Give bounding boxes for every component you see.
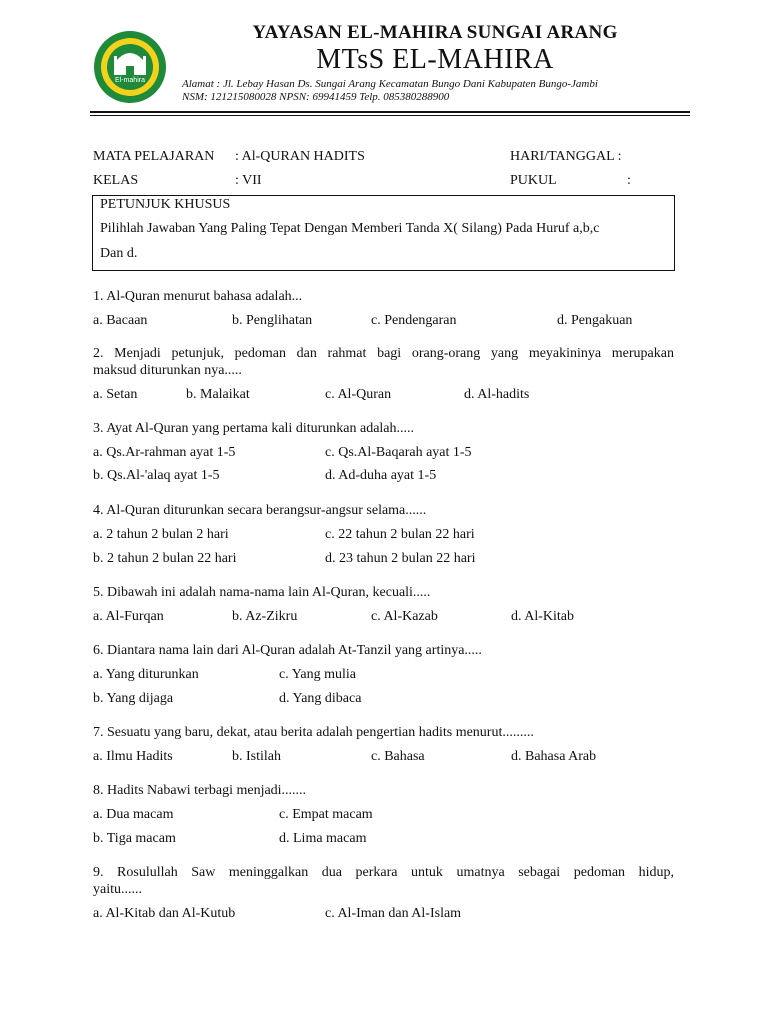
q4-option-a[interactable]: a. 2 tahun 2 bulan 2 hari [93,527,229,542]
logo-text: El-mahira [115,77,145,84]
q3-option-d[interactable]: d. Ad-duha ayat 1-5 [325,468,437,483]
q2-option-c[interactable]: c. Al-Quran [325,387,392,402]
q4-option-b[interactable]: b. 2 tahun 2 bulan 22 hari [93,551,237,566]
time-label: PUKUL [510,173,557,188]
day-date-label: HARI/TANGGAL : [510,149,622,164]
q2-option-a[interactable]: a. Setan [93,387,138,402]
instructions-box [92,195,675,271]
header-rule-thin [90,115,690,116]
q3-option-a[interactable]: a. Qs.Ar-rahman ayat 1-5 [93,445,236,460]
instructions-line1: Pilihlah Jawaban Yang Paling Tepat Dengan Memberi Tanda X( Silang) Pada Huruf a,b,c [100,221,600,236]
question-4: 4. Al-Quran diturunkan secara berangsur-angsur selama...... [93,503,427,518]
q1-option-d[interactable]: d. Pengakuan [557,313,633,328]
q9-option-c[interactable]: c. Al-Iman dan Al-Islam [325,906,462,921]
q7-option-c[interactable]: c. Bahasa [371,749,425,764]
time-colon: : [627,173,631,188]
question-2-line1: 2. Menjadi petunjuk, pedoman dan rahmat bagi orang-orang yang meyakininya merupakan [93,346,674,361]
q3-option-c[interactable]: c. Qs.Al-Baqarah ayat 1-5 [325,445,472,460]
q2-option-b[interactable]: b. Malaikat [186,387,250,402]
q1-option-c[interactable]: c. Pendengaran [371,313,457,328]
q3-option-b[interactable]: b. Qs.Al-'alaq ayat 1-5 [93,468,220,483]
q7-option-a[interactable]: a. Ilmu Hadits [93,749,173,764]
school-address: Alamat : Jl. Lebay Hasan Ds. Sungai Arang Kecamatan Bungo Dani Kabupaten Bungo-Jambi [182,78,598,90]
header-rule-thick [90,111,690,113]
question-7: 7. Sesuatu yang baru, dekat, atau berita adalah pengertian hadits menurut......... [93,725,534,740]
q5-option-a[interactable]: a. Al-Furqan [93,609,164,624]
q5-option-c[interactable]: c. Al-Kazab [371,609,438,624]
school-name: MTsS EL-MAHIRA [316,44,554,75]
instructions-line2: Dan d. [100,246,138,261]
q8-option-a[interactable]: a. Dua macam [93,807,174,822]
question-3: 3. Ayat Al-Quran yang pertama kali diturunkan adalah..... [93,421,415,436]
q7-option-d[interactable]: d. Bahasa Arab [511,749,597,764]
q5-option-b[interactable]: b. Az-Zikru [232,609,298,624]
question-6: 6. Diantara nama lain dari Al-Quran adalah At-Tanzil yang artinya..... [93,643,482,658]
q2-option-d[interactable]: d. Al-hadits [464,387,530,402]
q1-option-a[interactable]: a. Bacaan [93,313,148,328]
q7-option-b[interactable]: b. Istilah [232,749,281,764]
subject-label: MATA PELAJARAN [93,149,215,164]
class-label: KELAS [93,173,139,188]
q9-option-a[interactable]: a. Al-Kitab dan Al-Kutub [93,906,236,921]
q5-option-d[interactable]: d. Al-Kitab [511,609,574,624]
subject-value: : Al-QURAN HADITS [235,149,365,164]
q6-option-d[interactable]: d. Yang dibaca [279,691,362,706]
q4-option-d[interactable]: d. 23 tahun 2 bulan 22 hari [325,551,476,566]
class-value: : VII [235,173,262,188]
question-9-line1: 9. Rosulullah Saw meninggalkan dua perkara untuk umatnya sebagai pedoman hidup, [93,865,674,880]
q8-option-b[interactable]: b. Tiga macam [93,831,176,846]
q8-option-c[interactable]: c. Empat macam [279,807,373,822]
q6-option-b[interactable]: b. Yang dijaga [93,691,174,706]
question-2-line2: maksud diturunkan nya..... [93,363,242,378]
instructions-title: PETUNJUK KHUSUS [100,197,231,212]
q1-option-b[interactable]: b. Penglihatan [232,313,313,328]
q4-option-c[interactable]: c. 22 tahun 2 bulan 22 hari [325,527,475,542]
question-9-line2: yaitu...... [93,882,142,897]
q6-option-c[interactable]: c. Yang mulia [279,667,356,682]
question-8: 8. Hadits Nabawi terbagi menjadi....... [93,783,307,798]
school-logo [93,30,167,104]
school-ids: NSM: 121215080028 NPSN: 69941459 Telp. 085380288900 [182,91,450,103]
foundation-name: YAYASAN EL-MAHIRA SUNGAI ARANG [252,22,618,43]
q6-option-a[interactable]: a. Yang diturunkan [93,667,199,682]
q8-option-d[interactable]: d. Lima macam [279,831,367,846]
question-1: 1. Al-Quran menurut bahasa adalah... [93,289,303,304]
question-5: 5. Dibawah ini adalah nama-nama lain Al-Quran, kecuali..... [93,585,431,600]
